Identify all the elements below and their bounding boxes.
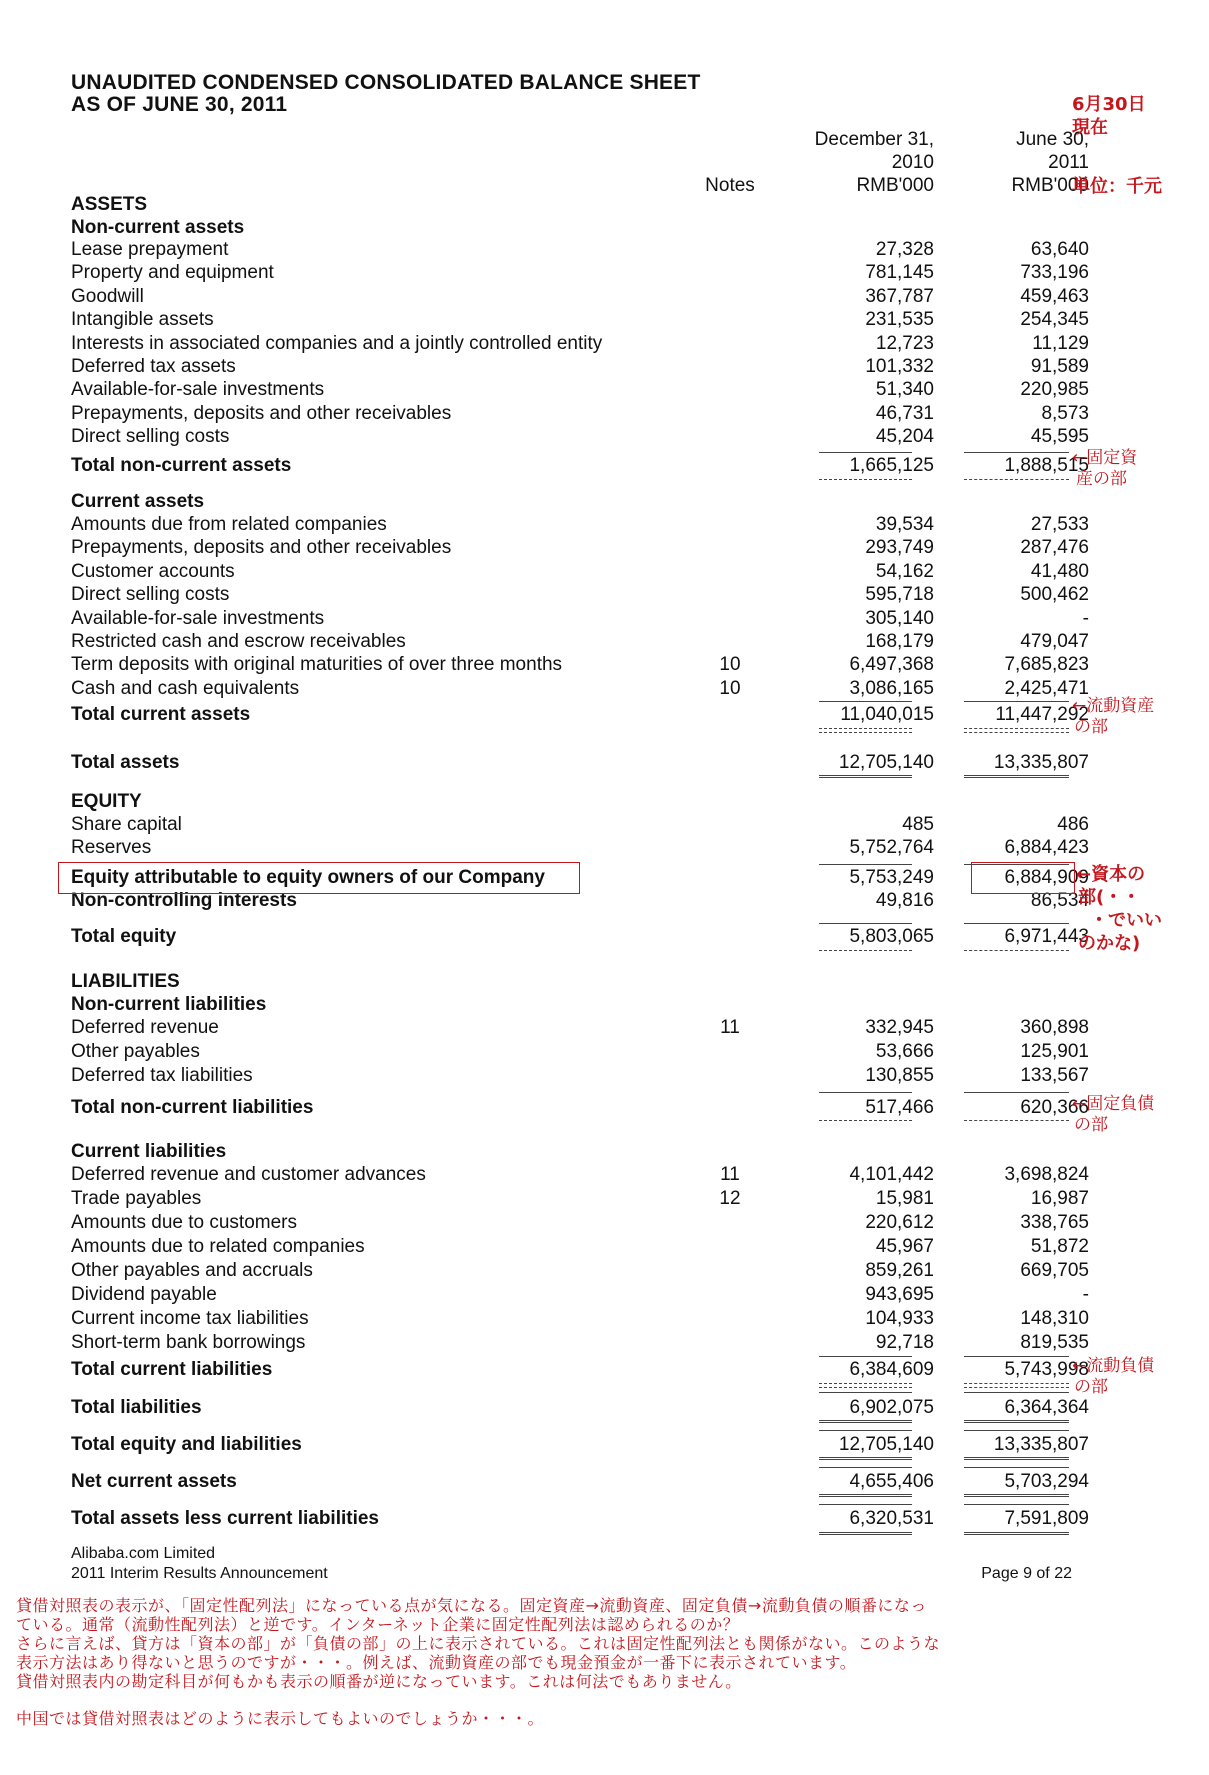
annotation-current-liab-l2: の部 [1074, 1377, 1108, 1397]
col-2010-header-l1: December 31, [814, 129, 934, 150]
table-row [0, 238, 1209, 261]
underline-rule [819, 1387, 912, 1388]
underline-rule [964, 728, 1069, 729]
footer-report: 2011 Interim Results Announcement [71, 1565, 328, 1582]
footer-company: Alibaba.com Limited [71, 1545, 216, 1562]
table-row [0, 1331, 1209, 1354]
underline-rule [819, 1532, 912, 1535]
value-2011: 6,884,423 [1004, 837, 1089, 859]
commentary-line-1: 貸借対照表の表示が、「固定性配列法」になっている点が気になる。固定資産→流動資産、固定負債→流動負債の順番になっ [16, 1596, 927, 1615]
line-item-label: Trade payables [71, 1188, 202, 1209]
underline-rule [819, 452, 912, 453]
value-2010: 53,666 [875, 1041, 934, 1062]
value-2010: 6,902,075 [849, 1397, 934, 1418]
commentary-line-3: さらに言えば、貸方は「資本の部」が「負債の部」の上に表示されている。これは固定性配列法とも関係がない。このような [16, 1634, 941, 1653]
table-row [0, 1211, 1209, 1234]
underline-rule [819, 1504, 912, 1505]
table-row [0, 355, 1209, 378]
value-2010: 54,162 [875, 560, 934, 582]
note-ref: 10 [719, 677, 741, 699]
value-2010: 943,695 [865, 1284, 934, 1305]
line-item-label: Direct selling costs [71, 426, 230, 448]
line-item-label: Total assets less current liabilities [71, 1508, 379, 1529]
table-row [0, 653, 1209, 676]
underline-rule [819, 1092, 912, 1093]
value-2011: 7,591,809 [1004, 1508, 1089, 1529]
value-2010: 3,086,165 [849, 677, 934, 699]
note-ref: 12 [719, 1188, 741, 1209]
value-2011: 125,901 [1020, 1041, 1089, 1062]
value-2010: 5,753,249 [849, 867, 934, 888]
value-2010: 367,787 [865, 285, 934, 307]
underline-rule [819, 923, 912, 924]
value-2010: 781,145 [865, 262, 934, 284]
value-2011: 220,985 [1020, 379, 1089, 401]
table-row [0, 1259, 1209, 1282]
value-2010: 305,140 [865, 607, 934, 629]
section-assets: ASSETS [71, 194, 148, 215]
total-row [0, 1396, 1209, 1419]
value-2010: 595,718 [865, 584, 934, 606]
value-2011: - [1082, 607, 1089, 629]
table-row [0, 261, 1209, 284]
line-item-label: Term deposits with original maturities of over three months [71, 654, 563, 676]
line-item-label: Non-controlling interests [71, 890, 297, 911]
value-2011: 819,535 [1020, 1332, 1089, 1353]
total-row [0, 703, 1209, 726]
table-row [0, 425, 1209, 448]
underline-rule [964, 1494, 1069, 1497]
value-2011: - [1082, 1284, 1089, 1305]
value-2011: 11,447,292 [995, 704, 1089, 725]
value-2011: 1,888,515 [1004, 455, 1089, 476]
col-2011-header-l3: RMB'000 [1011, 175, 1089, 196]
statement-title: UNAUDITED CONDENSED CONSOLIDATED BALANCE SHEET [71, 71, 701, 94]
value-2010: 39,534 [875, 514, 934, 535]
value-2011: 11,129 [1032, 332, 1089, 354]
line-item-label: Total equity [71, 926, 177, 947]
line-item-label: Share capital [71, 814, 182, 835]
annotation-fixed-liab-l2: の部 [1074, 1115, 1108, 1135]
underline-rule [819, 1494, 912, 1497]
line-item-label: Current income tax liabilities [71, 1308, 309, 1329]
underline-rule [964, 1383, 1069, 1384]
total-row [0, 1096, 1209, 1119]
underline-rule [819, 701, 912, 702]
line-item-label: Customer accounts [71, 560, 235, 582]
value-2011: 45,595 [1030, 426, 1089, 448]
value-2010: 45,204 [875, 426, 934, 448]
line-item-label: Reserves [71, 837, 152, 859]
value-2010: 15,981 [875, 1188, 934, 1209]
section-current-assets: Current assets [71, 491, 205, 512]
value-2010: 517,466 [865, 1097, 934, 1118]
table-row [0, 1283, 1209, 1306]
underline-rule [964, 923, 1069, 924]
underline-rule [819, 864, 912, 865]
line-item-label: Goodwill [71, 285, 144, 307]
value-2010: 12,723 [875, 332, 934, 354]
line-item-label: Amounts due to customers [71, 1212, 297, 1233]
annotation-fixed-assets-l2: 産の部 [1076, 469, 1127, 489]
line-item-label: Short-term bank borrowings [71, 1332, 306, 1353]
col-2010-header-l3: RMB'000 [856, 175, 934, 196]
total-row [0, 1470, 1209, 1493]
value-2011: 6,364,364 [1004, 1397, 1089, 1418]
table-row [0, 285, 1209, 308]
value-2011: 63,640 [1030, 239, 1089, 260]
underline-rule [964, 479, 1069, 480]
section-liabilities: LIABILITIES [71, 971, 180, 992]
value-2010: 4,101,442 [849, 1164, 934, 1185]
commentary-line-6: 中国では貸借対照表はどのように表示してもよいのでしょうか・・・。 [16, 1709, 545, 1728]
underline-rule [964, 1356, 1069, 1357]
line-item-label: Available-for-sale investments [71, 379, 325, 401]
value-2010: 5,752,764 [849, 837, 934, 859]
value-2010: 6,320,531 [849, 1508, 934, 1529]
line-item-label: Other payables and accruals [71, 1260, 313, 1281]
underline-rule [964, 1420, 1069, 1423]
line-item-label: Total non-current assets [71, 455, 292, 476]
value-2011: 16,987 [1030, 1188, 1089, 1209]
value-2010: 332,945 [865, 1017, 934, 1038]
value-2011: 13,335,807 [993, 752, 1089, 773]
underline-rule [964, 701, 1069, 702]
commentary-line-5: 貸借対照表内の勘定科目が何もかも表示の順番が逆になっています。これは何法でもありません。 [16, 1672, 742, 1691]
note-ref: 11 [720, 1017, 740, 1038]
line-item-label: Amounts due to related companies [71, 1236, 365, 1257]
underline-rule [964, 1092, 1069, 1093]
underline-rule [964, 1504, 1069, 1505]
value-2010: 6,384,609 [849, 1359, 934, 1380]
value-2011: 287,476 [1020, 537, 1089, 559]
line-item-label: Total non-current liabilities [71, 1097, 314, 1118]
value-2011: 6,884,909 [1004, 867, 1089, 888]
total-row [0, 925, 1209, 948]
line-item-label: Available-for-sale investments [71, 607, 325, 629]
underline-rule [819, 1430, 912, 1431]
table-row [0, 513, 1209, 536]
value-2011: 500,462 [1020, 584, 1089, 606]
value-2011: 91,589 [1030, 356, 1089, 377]
equity-owners-highlight-box [58, 862, 580, 894]
underline-rule [964, 950, 1069, 951]
underline-rule [964, 1387, 1069, 1388]
commentary-line-2: ている。通常（流動性配列法）と逆です。インターネット企業に固定性配列法は認められるのか？ [16, 1615, 740, 1634]
value-2011: 8,573 [1041, 402, 1089, 424]
value-2010: 293,749 [865, 537, 934, 559]
value-2010: 1,665,125 [849, 455, 934, 476]
value-2010: 231,535 [865, 309, 934, 331]
line-item-label: Deferred revenue [71, 1017, 219, 1038]
underline-rule [819, 479, 912, 480]
line-item-label: Restricted cash and escrow receivables [71, 631, 406, 652]
value-2010: 859,261 [865, 1260, 934, 1281]
annotation-current-assets-l1: ←流動資産 [1072, 696, 1155, 716]
line-item-label: Direct selling costs [71, 584, 230, 606]
table-row [0, 1187, 1209, 1210]
annotation-fixed-liab-l1: ←固定負債 [1072, 1094, 1155, 1114]
underline-rule [819, 950, 912, 951]
value-2011: 5,703,294 [1004, 1471, 1089, 1492]
footer-page-number: Page 9 of 22 [981, 1565, 1072, 1582]
line-item-label: Total current liabilities [71, 1359, 273, 1380]
value-2010: 45,967 [875, 1236, 934, 1257]
value-2011: 2,425,471 [1004, 677, 1089, 699]
value-2011: 148,310 [1020, 1308, 1089, 1329]
line-item-label: Prepayments, deposits and other receivables [71, 402, 452, 424]
table-row [0, 1235, 1209, 1258]
line-item-label: Deferred tax liabilities [71, 1065, 253, 1086]
table-row [0, 630, 1209, 653]
total-row [0, 1358, 1209, 1381]
annotation-date-l2: 現在 [1072, 117, 1108, 138]
underline-rule [819, 1420, 912, 1423]
value-2010: 27,328 [875, 239, 934, 260]
value-2011: 479,047 [1020, 631, 1089, 652]
commentary-line-4: 表示方法はあり得ないと思うのですが・・・。例えば、流動資産の部でも現金預金が一番下に表示されています。 [16, 1653, 857, 1672]
table-row [0, 332, 1209, 355]
value-2010: 130,855 [865, 1065, 934, 1086]
line-item-label: Deferred revenue and customer advances [71, 1164, 426, 1185]
value-2010: 49,816 [875, 890, 934, 911]
line-item-label: Intangible assets [71, 309, 214, 331]
table-row [0, 308, 1209, 331]
underline-rule [964, 1392, 1069, 1393]
value-2011: 254,345 [1020, 309, 1089, 331]
table-row [0, 1040, 1209, 1063]
table-row [0, 583, 1209, 606]
line-item-label: Amounts due from related companies [71, 514, 387, 535]
value-2010: 51,340 [875, 379, 934, 401]
total-row [0, 751, 1209, 774]
value-2011: 669,705 [1020, 1260, 1089, 1281]
note-ref: 11 [720, 1164, 740, 1185]
table-row [0, 836, 1209, 859]
note-ref: 10 [719, 654, 741, 676]
underline-rule [819, 728, 912, 729]
annotation-unit: 単位：千元 [1072, 176, 1162, 197]
section-equity: EQUITY [71, 791, 142, 812]
annotation-equity-l3: ・でいい [1090, 910, 1162, 931]
underline-rule [819, 1356, 912, 1357]
value-2010: 12,705,140 [838, 752, 934, 773]
col-2011-header-l1: June 30, [1016, 129, 1089, 150]
value-2010: 101,332 [865, 356, 934, 377]
table-row [0, 378, 1209, 401]
value-2011: 7,685,823 [1004, 654, 1089, 676]
underline-rule [964, 1532, 1069, 1535]
underline-rule [964, 1120, 1069, 1121]
line-item-label: Deferred tax assets [71, 356, 236, 377]
line-item-label: Interests in associated companies and a jointly controlled entity [71, 332, 603, 354]
total-row [0, 1433, 1209, 1456]
underline-rule [964, 775, 1069, 778]
line-item-label: Prepayments, deposits and other receivables [71, 537, 452, 559]
value-2011: 459,463 [1020, 285, 1089, 307]
section-non-current-assets: Non-current assets [71, 217, 245, 238]
value-2010: 11,040,015 [840, 704, 934, 725]
annotation-equity-l4: のかな) [1078, 933, 1141, 954]
annotation-equity-l1: ←資本の [1076, 864, 1146, 885]
line-item-label: Total current assets [71, 704, 251, 725]
underline-rule [819, 1383, 912, 1384]
underline-rule [964, 1457, 1069, 1460]
value-2011: 3,698,824 [1004, 1164, 1089, 1185]
table-row [0, 813, 1209, 836]
line-item-label: Net current assets [71, 1471, 237, 1492]
underline-rule [964, 732, 1069, 733]
underline-rule [819, 1467, 912, 1468]
annotation-current-assets-l2: の部 [1074, 717, 1108, 737]
line-item-label: Total assets [71, 752, 180, 773]
value-2010: 6,497,368 [849, 654, 934, 676]
underline-rule [819, 1457, 912, 1460]
notes-header: Notes [705, 175, 755, 196]
col-2010-header-l2: 2010 [891, 152, 934, 173]
total-row [0, 454, 1209, 477]
value-2010: 220,612 [865, 1212, 934, 1233]
table-row [0, 402, 1209, 425]
value-2010: 485 [902, 814, 934, 835]
table-row [0, 536, 1209, 559]
value-2010: 92,718 [875, 1332, 934, 1353]
equity-owners-value-highlight-box [971, 862, 1075, 894]
value-2011: 360,898 [1020, 1017, 1089, 1038]
total-row [0, 1507, 1209, 1530]
table-row [0, 560, 1209, 583]
value-2011: 133,567 [1020, 1065, 1089, 1086]
line-item-label: Total equity and liabilities [71, 1434, 302, 1455]
annotation-current-liab-l1: ←流動負債 [1072, 1356, 1155, 1376]
value-2010: 5,803,065 [849, 926, 934, 947]
underline-rule [964, 452, 1069, 453]
annotation-equity-l2: 部(・・ [1078, 887, 1141, 908]
line-item-label: Lease prepayment [71, 239, 229, 260]
line-item-label: Equity attributable to equity owners of our Company [71, 867, 545, 888]
table-row [0, 1016, 1209, 1039]
value-2010: 12,705,140 [838, 1434, 934, 1455]
value-2011: 51,872 [1030, 1236, 1089, 1257]
table-row [0, 1064, 1209, 1087]
value-2010: 46,731 [875, 402, 934, 424]
value-2011: 486 [1057, 814, 1089, 835]
underline-rule [964, 1430, 1069, 1431]
line-item-label: Other payables [71, 1041, 200, 1062]
value-2011: 5,743,998 [1004, 1359, 1089, 1380]
table-row [0, 1163, 1209, 1186]
statement-date: AS OF JUNE 30, 2011 [71, 93, 288, 116]
section-current-liabilities: Current liabilities [71, 1141, 227, 1162]
line-item-label: Cash and cash equivalents [71, 677, 300, 699]
table-row [0, 607, 1209, 630]
value-2011: 41,480 [1030, 560, 1089, 582]
value-2011: 620,366 [1020, 1097, 1089, 1118]
value-2010: 4,655,406 [849, 1471, 934, 1492]
underline-rule [819, 1120, 912, 1121]
line-item-label: Dividend payable [71, 1284, 217, 1305]
value-2011: 733,196 [1020, 262, 1089, 284]
value-2011: 338,765 [1020, 1212, 1089, 1233]
value-2011: 13,335,807 [993, 1434, 1089, 1455]
value-2010: 104,933 [865, 1308, 934, 1329]
underline-rule [819, 1392, 912, 1393]
value-2010: 168,179 [865, 631, 934, 652]
annotation-date-l1: 6月30日 [1072, 94, 1146, 115]
annotation-fixed-assets-l1: ←固定資 [1072, 448, 1138, 468]
underline-rule [819, 775, 912, 778]
table-row [0, 1307, 1209, 1330]
value-2011: 27,533 [1030, 514, 1089, 535]
value-2011: 6,971,443 [1004, 926, 1089, 947]
underline-rule [964, 1467, 1069, 1468]
table-row [0, 677, 1209, 700]
line-item-label: Total liabilities [71, 1397, 202, 1418]
col-2011-header-l2: 2011 [1048, 152, 1089, 173]
value-2011: 86,534 [1030, 890, 1089, 911]
line-item-label: Property and equipment [71, 262, 274, 284]
underline-rule [819, 732, 912, 733]
section-non-current-liabilities: Non-current liabilities [71, 994, 267, 1015]
